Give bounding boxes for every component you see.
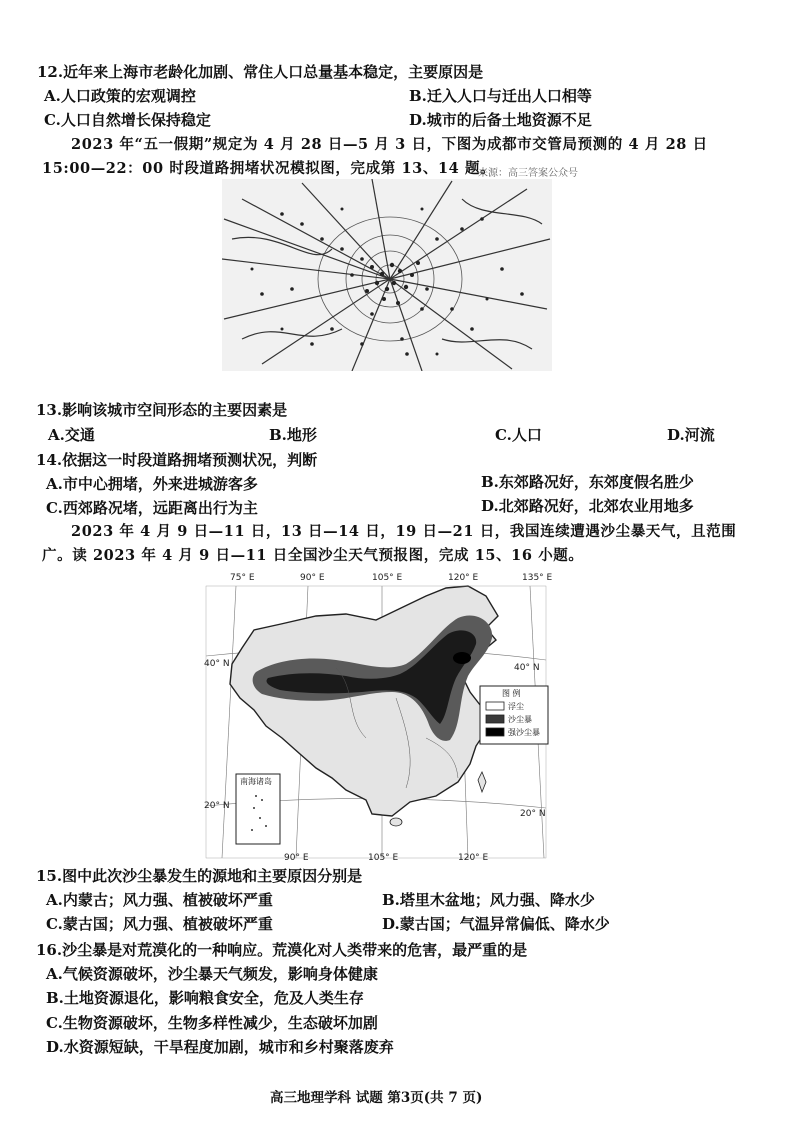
lon-label-75: 75° E [230,573,255,583]
q12-option-a: A.人口政策的宏观调控 [44,87,196,105]
q12-stem: 12.近年来上海市老龄化加剧、常住人口总量基本稳定，主要原因是 [37,63,484,81]
q14-option-c: C.西郊路况堵，远距离出行为主 [46,499,258,517]
lon-label-bottom-120: 120° E [458,853,489,863]
q14-option-a: A.市中心拥堵，外来进城游客多 [46,475,258,493]
q13-option-d: D.河流 [667,426,715,444]
q14-option-d: D.北郊路况好，北郊农业用地多 [481,497,694,515]
lat-label-20-left: 20° N [204,801,230,811]
meridian-75 [222,586,236,858]
q16-stem: 16.沙尘暴是对荒漠化的一种响应。荒漠化对人类带来的危害，最严重的是 [36,941,528,959]
source-note: 来源：高三答案公众号 [478,168,578,179]
legend-item-floating-dust: 浮尘 [508,702,524,711]
dust-weather-map [196,568,556,864]
lon-label-105: 105° E [372,573,403,583]
q16-option-a: A.气候资源破坏，沙尘暴天气频发，影响身体健康 [46,965,378,983]
q12-option-d: D.城市的后备土地资源不足 [409,111,592,129]
passage2-line1: 2023 年 4 月 9 日—11 日，13 日—14 日，19 日—21 日，我国连续遭遇沙尘暴天气，且范围 [71,523,737,540]
chengdu-traffic-map [222,179,552,371]
q13-option-a: A.交通 [48,426,95,444]
lon-label-bottom-90: 90° E [284,853,309,863]
q13-stem: 13.影响该城市空间形态的主要因素是 [36,401,288,419]
q15-option-b: B.塔里木盆地；风力强、降水少 [382,891,595,909]
q13-option-b: B.地形 [269,426,317,444]
q14-option-b: B.东郊路况好，东郊度假名胜少 [481,473,694,491]
q15-option-d: D.蒙古国；气温异常偏低、降水少 [382,915,610,933]
lon-label-bottom-105: 105° E [368,853,399,863]
legend-item-strong-dust-storm: 强沙尘暴 [508,728,540,737]
lon-label-90: 90° E [300,573,325,583]
q15-stem: 15.图中此次沙尘暴发生的源地和主要原因分别是 [36,867,363,885]
map-legend [480,686,548,744]
passage1-line2: 15:00—22：00 时段道路拥堵状况模拟图，完成第 13、14 题。 [42,160,496,177]
legend-title: 图 例 [502,689,521,698]
q16-option-d: D.水资源短缺，干旱程度加剧，城市和乡村聚落废弃 [46,1038,394,1056]
q16-option-c: C.生物资源破坏，生物多样性减少，生态破坏加剧 [46,1014,378,1032]
passage1-line1: 2023 年“五一假期”规定为 4 月 28 日—5 月 3 日，下图为成都市交管局预测的 4 月 28 日 [71,136,708,153]
q13-option-c: C.人口 [495,426,542,444]
lat-label-40-right: 40° N [514,663,540,673]
q15-option-a: A.内蒙古；风力强、植被破坏严重 [46,891,273,909]
lon-label-135: 135° E [522,573,553,583]
q14-stem: 14.依据这一时段道路拥堵预测状况，判断 [36,451,318,469]
legend-item-dust-storm: 沙尘暴 [508,715,532,724]
lon-label-120: 120° E [448,573,479,583]
lat-label-20-right: 20° N [520,809,546,819]
q15-option-c: C.蒙古国；风力强、植被破坏严重 [46,915,273,933]
q16-option-b: B.土地资源退化，影响粮食安全，危及人类生存 [46,989,364,1007]
passage2-line2: 广。读 2023 年 4 月 9 日—11 日全国沙尘天气预报图，完成 15、16 小题。 [42,547,584,564]
q12-option-b: B.迁入人口与迁出人口相等 [409,87,592,105]
q12-option-c: C.人口自然增长保持稳定 [44,111,211,129]
lat-label-40-left: 40° N [204,659,230,669]
page-footer: 高三地理学科 试题 第3页(共 7 页) [270,1090,483,1106]
inset-title: 南海诸岛 [240,777,272,786]
